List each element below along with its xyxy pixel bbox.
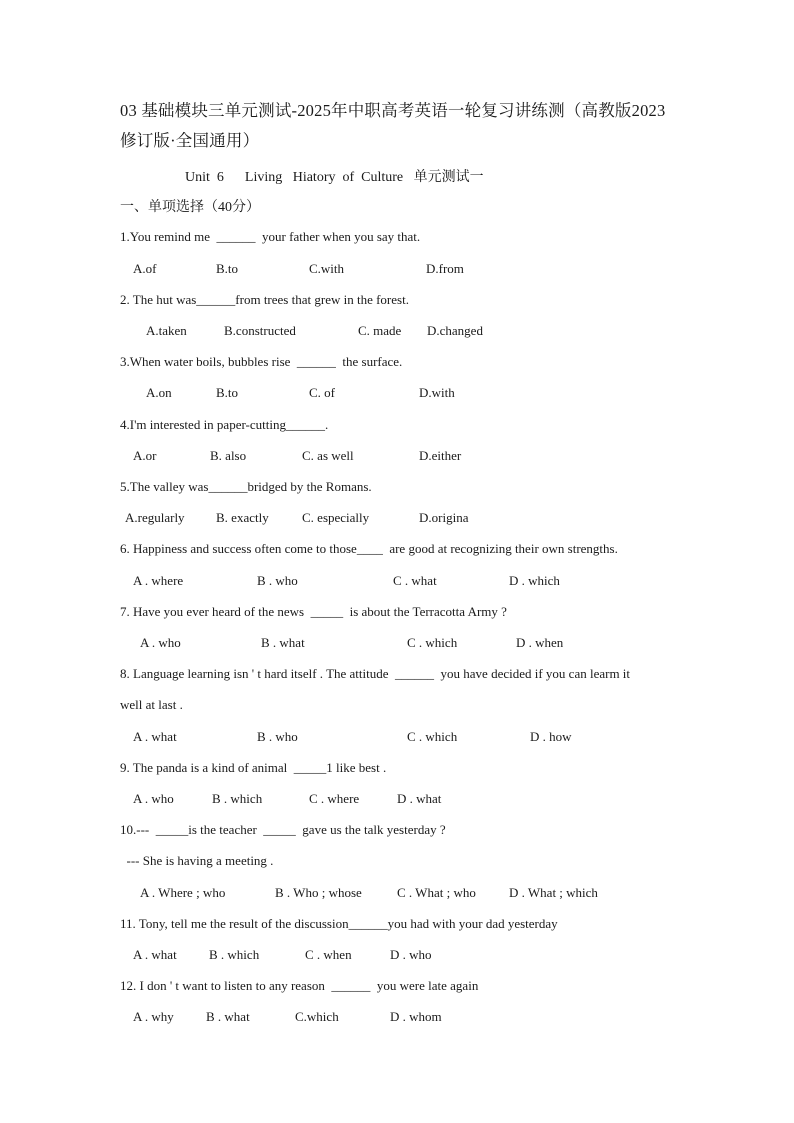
option-d: D . when bbox=[516, 635, 564, 650]
option-d: D.origina bbox=[419, 510, 469, 525]
question-stem: 7. Have you ever heard of the news _____ is about the Terracotta Army ? bbox=[120, 604, 507, 619]
option-a: A . Where ; who bbox=[140, 885, 226, 900]
option-b: B.to bbox=[216, 385, 239, 400]
question-stem: 10.--- _____is the teacher _____ gave us the talk yesterday ? bbox=[120, 822, 446, 837]
option-d: D . how bbox=[530, 729, 572, 744]
question-stem: 2. The hut was______from trees that grew in the forest. bbox=[120, 292, 409, 307]
option-a: A . what bbox=[133, 729, 177, 744]
option-a: A . who bbox=[140, 635, 181, 650]
option-d: D.either bbox=[419, 448, 462, 463]
question-stem: 12. I don ' t want to listen to any reason ______ you were late again bbox=[120, 978, 479, 993]
option-a: A.of bbox=[133, 261, 157, 276]
option-b: B . which bbox=[209, 947, 260, 962]
question-stem: 3.When water boils, bubbles rise ______ the surface. bbox=[120, 354, 403, 369]
option-b: B . which bbox=[212, 791, 263, 806]
question-stem: 6. Happiness and success often come to those____ are good at recognizing their own strengths. bbox=[120, 541, 618, 556]
option-a: A . who bbox=[133, 791, 174, 806]
option-d: D.changed bbox=[427, 323, 483, 338]
question-stem: 8. Language learning isn ' t hard itself . The attitude ______ you have decided if you can learm it bbox=[120, 666, 631, 681]
question-stem: 4.I'm interested in paper-cutting______. bbox=[120, 417, 329, 432]
option-c: C . where bbox=[309, 791, 360, 806]
option-c: C.which bbox=[295, 1009, 339, 1024]
option-a: A.taken bbox=[146, 323, 187, 338]
option-c: C. of bbox=[309, 385, 335, 400]
option-c: C . What ; who bbox=[397, 885, 476, 900]
option-d: D . which bbox=[509, 573, 560, 588]
option-c: C . what bbox=[393, 573, 437, 588]
option-c: C . which bbox=[407, 729, 458, 744]
option-d: D . what bbox=[397, 791, 442, 806]
option-a: A . why bbox=[133, 1009, 174, 1024]
option-c: C.with bbox=[309, 261, 345, 276]
option-a: A . where bbox=[133, 573, 184, 588]
option-d: D.from bbox=[426, 261, 464, 276]
option-d: D . whom bbox=[390, 1009, 442, 1024]
option-c: C. especially bbox=[302, 510, 370, 525]
question-stem: 9. The panda is a kind of animal _____1 like best . bbox=[120, 760, 387, 775]
option-d: D . who bbox=[390, 947, 432, 962]
question-stem: 1.You remind me ______ your father when you say that. bbox=[120, 229, 421, 244]
option-b: B. also bbox=[210, 448, 247, 463]
question-stem: 11. Tony, tell me the result of the discussion______you had with your dad yesterday bbox=[120, 916, 558, 931]
question-stem-continued: well at last . bbox=[120, 697, 183, 712]
option-a: A.or bbox=[133, 448, 157, 463]
section-heading: 一、单项选择（40分） bbox=[120, 200, 260, 215]
option-b: B . who bbox=[257, 729, 298, 744]
option-b: B . who bbox=[257, 573, 298, 588]
option-c: C. made bbox=[358, 323, 402, 338]
option-a: A . what bbox=[133, 947, 177, 962]
option-c: C . when bbox=[305, 947, 352, 962]
option-c: C. as well bbox=[302, 448, 354, 463]
option-b: B.to bbox=[216, 261, 239, 276]
option-b: B . what bbox=[261, 635, 305, 650]
option-c: C . which bbox=[407, 635, 458, 650]
option-b: B . Who ; whose bbox=[275, 885, 362, 900]
unit-heading: Unit 6 Living Hiatory of Culture 单元测试一 bbox=[185, 170, 484, 185]
option-b: B . what bbox=[206, 1009, 250, 1024]
option-d: D.with bbox=[419, 385, 455, 400]
question-stem: 5.The valley was______bridged by the Romans. bbox=[120, 479, 372, 494]
option-b: B. exactly bbox=[216, 510, 269, 525]
option-b: B.constructed bbox=[224, 323, 296, 338]
option-a: A.on bbox=[146, 385, 172, 400]
option-d: D . What ; which bbox=[509, 885, 598, 900]
question-stem-continued: --- She is having a meeting . bbox=[120, 853, 274, 868]
option-a: A.regularly bbox=[125, 510, 185, 525]
document-title: 03 基础模块三单元测试-2025年中职高考英语一轮复习讲练测（高教版2023修订版·全国通用） bbox=[120, 101, 666, 150]
